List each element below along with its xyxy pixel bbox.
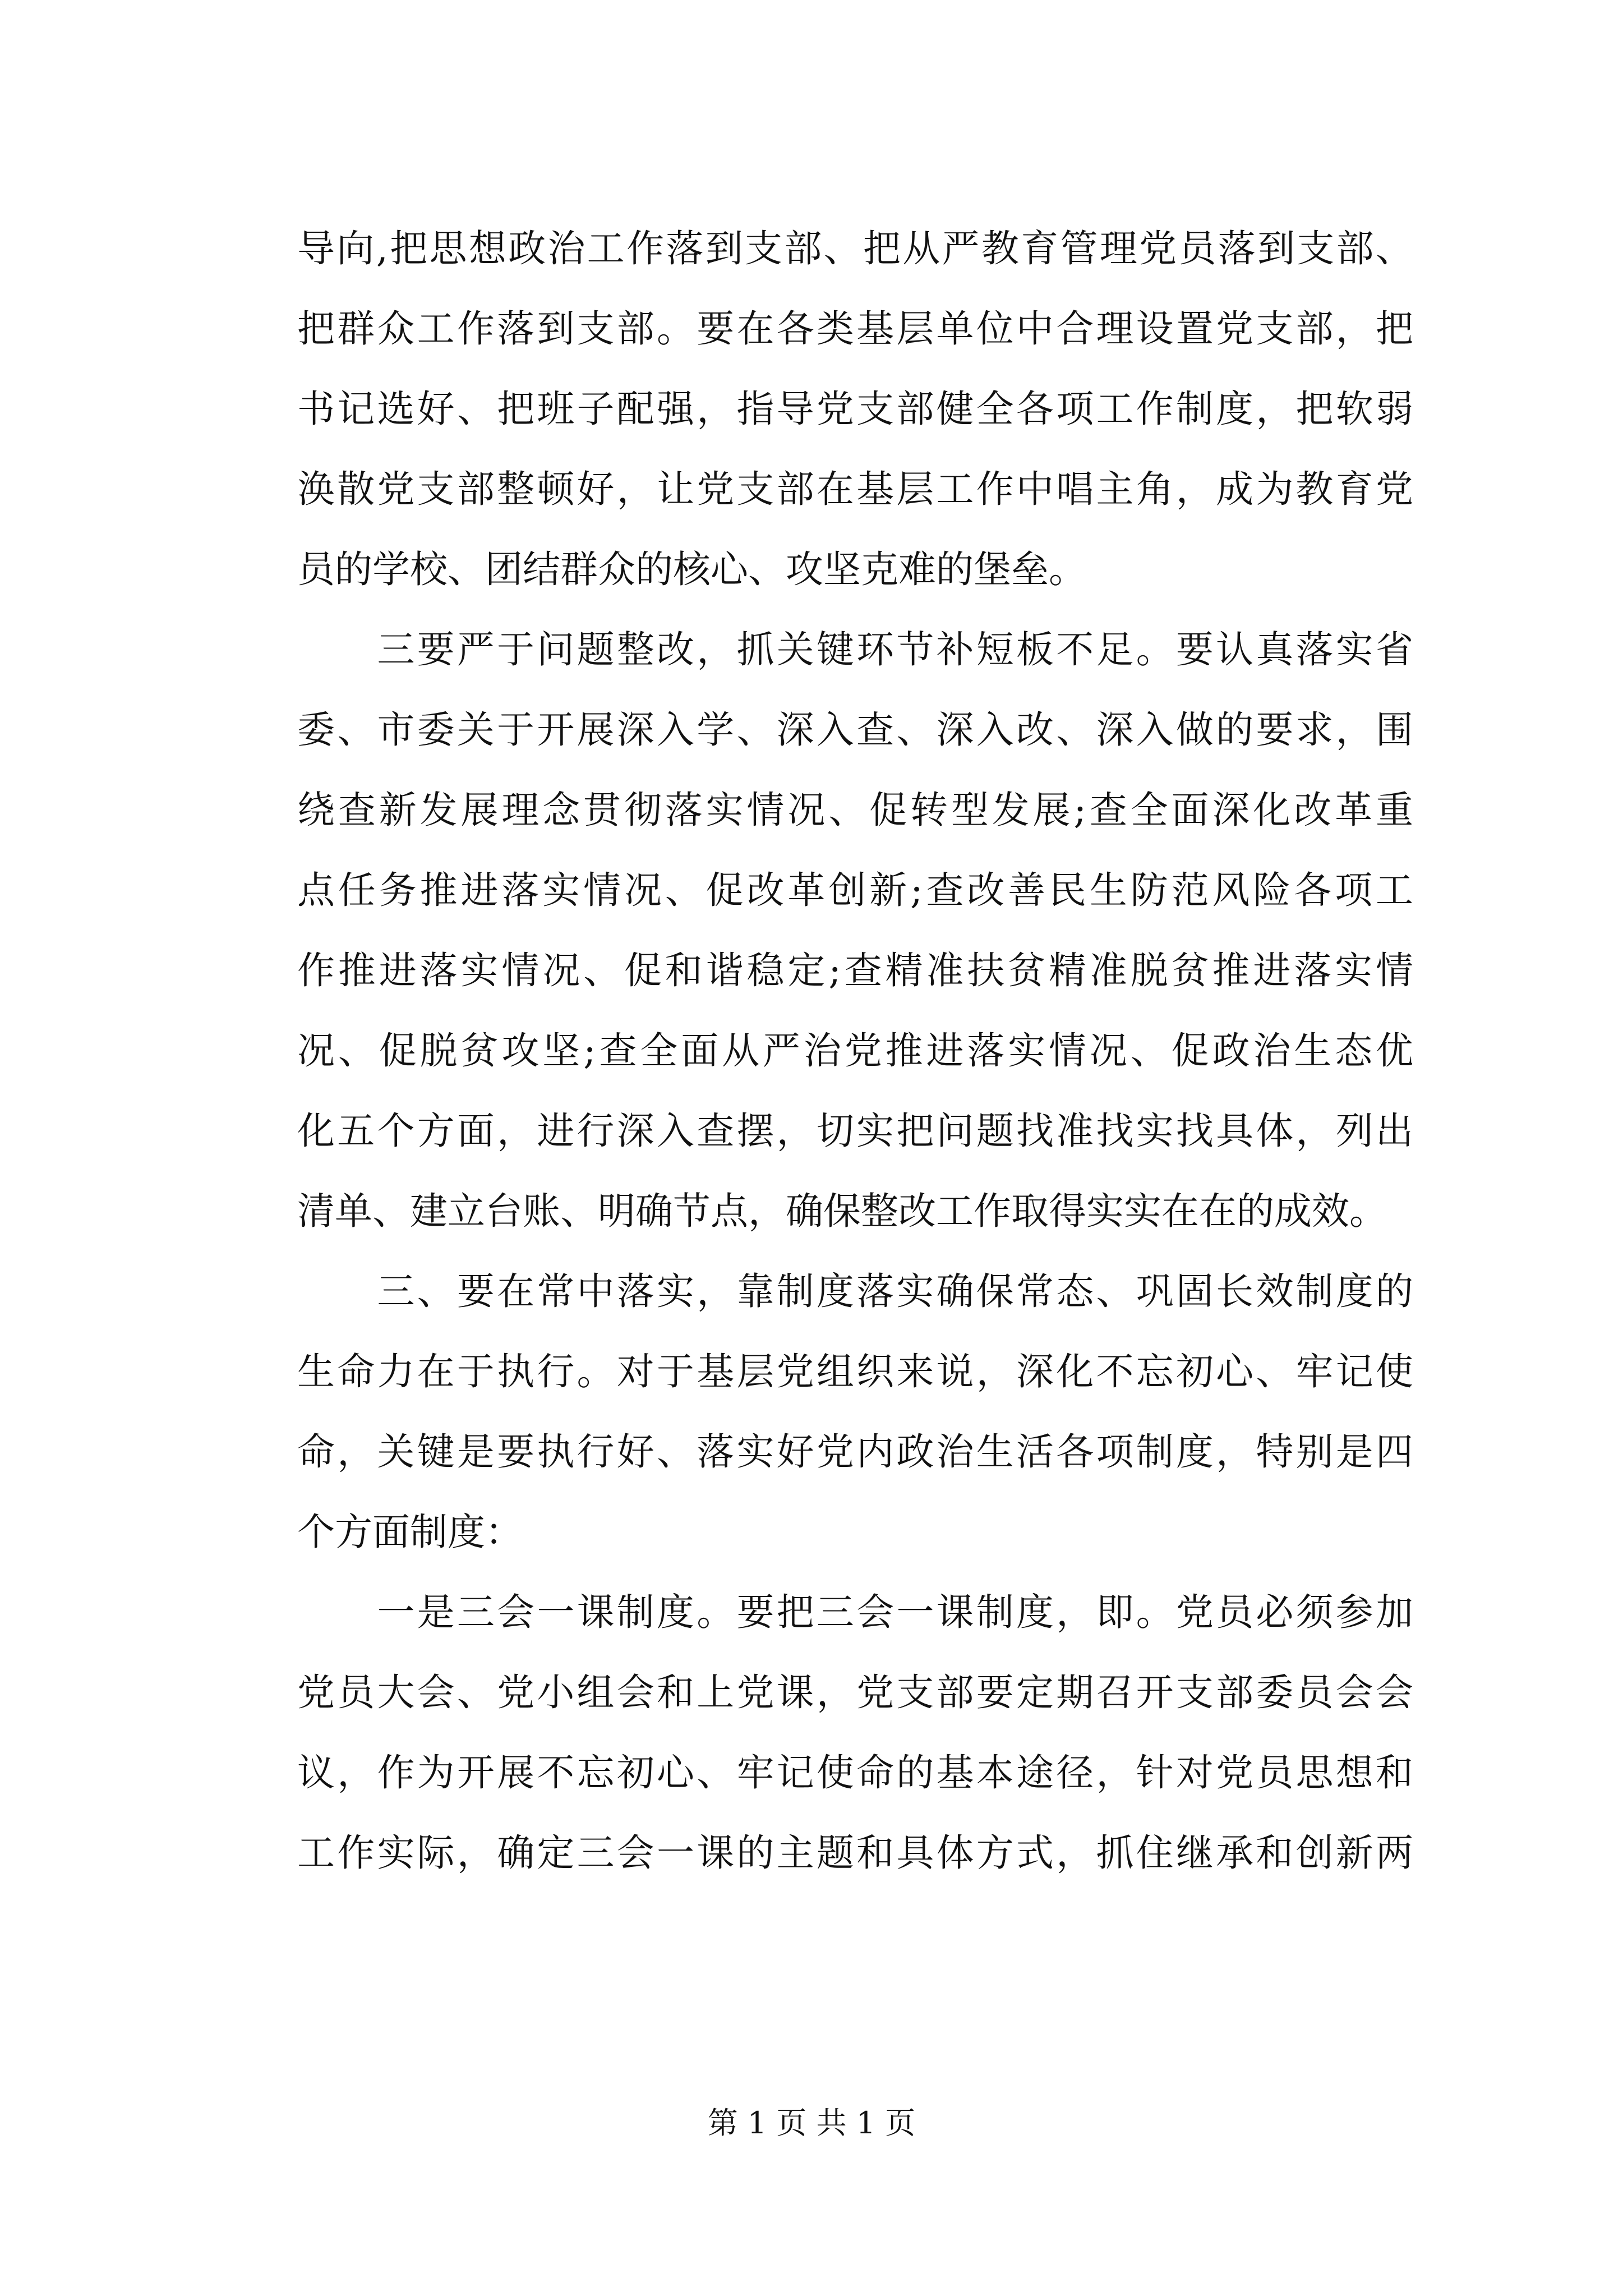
text-line-4: 涣散党支部整顿好，让党支部在基层工作中唱主角，成为教育党 (297, 467, 1413, 511)
text-line-19: 党员大会、党小组会和上党课，党支部要定期召开支部委员会会 (297, 1671, 1413, 1714)
text-line-3: 书记选好、把班子配强，指导党支部健全各项工作制度，把软弱 (297, 387, 1413, 431)
text-line-14: 三、要在常中落实，靠制度落实确保常态、巩固长效制度的 (297, 1269, 1413, 1313)
text-line-12: 化五个方面，进行深入查摆，切实把问题找准找实找具体，列出 (297, 1109, 1413, 1153)
text-line-1: 导向,把思想政治工作落到支部、把从严教育管理党员落到支部、 (297, 227, 1413, 270)
text-line-8: 绕查新发展理念贯彻落实情况、促转型发展;查全面深化改革重 (297, 788, 1413, 832)
text-line-16: 命，关键是要执行好、落实好党内政治生活各项制度，特别是四 (297, 1430, 1413, 1474)
page-number-footer: 第 1 页 共 1 页 (707, 2105, 916, 2141)
text-line-7: 委、市委关于开展深入学、深入查、深入改、深入做的要求，围 (297, 708, 1413, 752)
text-line-18: 一是三会一课制度。要把三会一课制度，即。党员必须参加 (297, 1590, 1413, 1634)
text-line-11: 况、促脱贫攻坚;查全面从严治党推进落实情况、促政治生态优 (297, 1029, 1413, 1073)
text-line-2: 把群众工作落到支部。要在各类基层单位中合理设置党支部，把 (297, 307, 1413, 351)
text-line-5: 员的学校、团结群众的核心、攻坚克难的堡垒。 (297, 547, 1086, 591)
text-line-9: 点任务推进落实情况、促改革创新;查改善民生防范风险各项工 (297, 868, 1413, 912)
text-line-10: 作推进落实情况、促和谐稳定;查精准扶贫精准脱贫推进落实情 (297, 949, 1413, 992)
text-line-13: 清单、建立台账、明确节点，确保整改工作取得实实在在的成效。 (297, 1189, 1387, 1233)
text-line-21: 工作实际，确定三会一课的主题和具体方式，抓住继承和创新两 (297, 1831, 1413, 1875)
text-line-17: 个方面制度： (297, 1510, 523, 1554)
text-line-15: 生命力在于执行。对于基层党组织来说，深化不忘初心、牢记使 (297, 1350, 1413, 1393)
text-line-6: 三要严于问题整改，抓关键环节补短板不足。要认真落实省 (297, 628, 1413, 671)
text-line-20: 议，作为开展不忘初心、牢记使命的基本途径，针对党员思想和 (297, 1751, 1413, 1795)
body-text (297, 209, 1413, 1893)
